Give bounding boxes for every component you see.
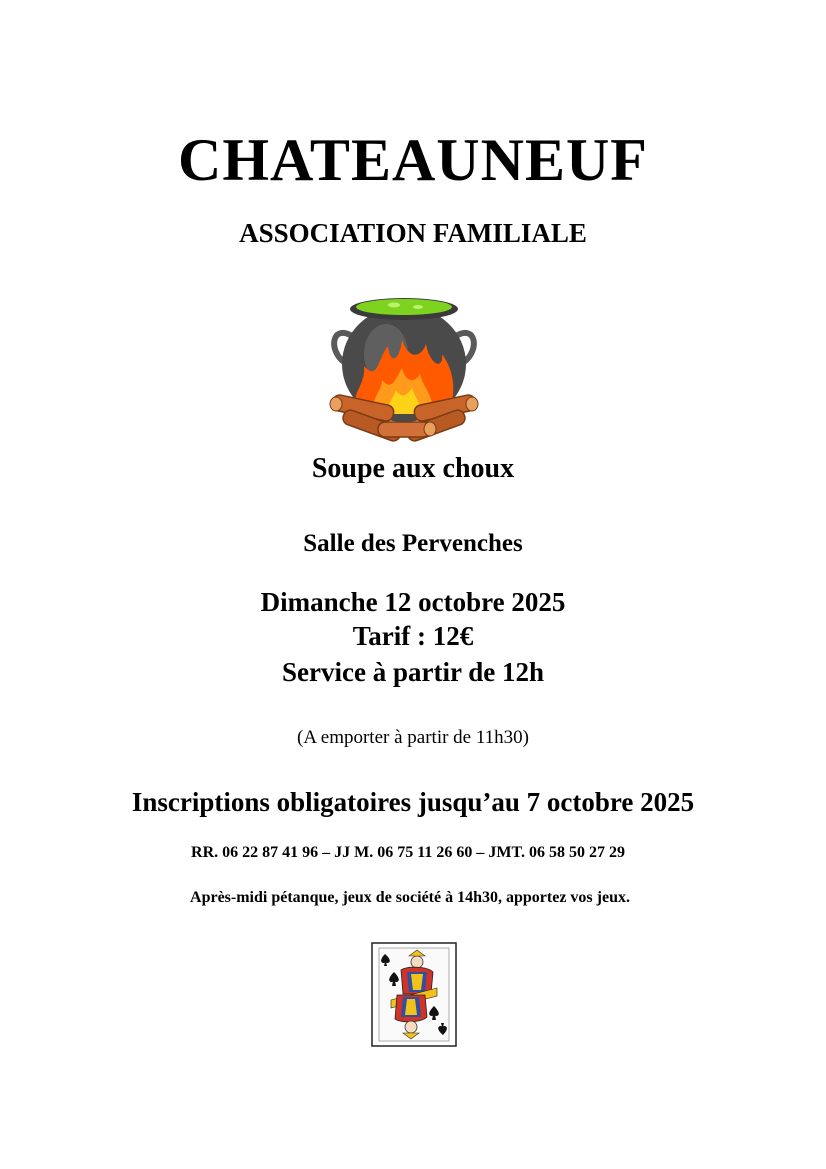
service-time: Service à partir de 12h — [282, 657, 544, 687]
venue-name: Salle des Pervenches — [303, 530, 523, 557]
town-title: CHATEAUNEUF — [178, 127, 648, 193]
contact-phones: RR. 06 22 87 41 96 – JJ M. 06 75 11 26 60 – JMT. 06 58 50 27 29 — [191, 844, 625, 861]
queen-of-spades-card-icon — [371, 942, 457, 1047]
registration-deadline: Inscriptions obligatoires jusqu’au 7 octobre 2025 — [131, 787, 695, 817]
afternoon-activities: Après-midi pétanque, jeux de société à 14h30, apportez vos jeux. — [190, 889, 630, 906]
event-price: Tarif : 12€ — [352, 621, 474, 651]
cauldron-over-fire-icon — [326, 296, 482, 448]
event-name: Soupe aux choux — [311, 453, 515, 484]
takeaway-note: (A emporter à partir de 11h30) — [297, 727, 529, 748]
association-name: ASSOCIATION FAMILIALE — [239, 218, 587, 248]
event-date: Dimanche 12 octobre 2025 — [260, 587, 566, 617]
